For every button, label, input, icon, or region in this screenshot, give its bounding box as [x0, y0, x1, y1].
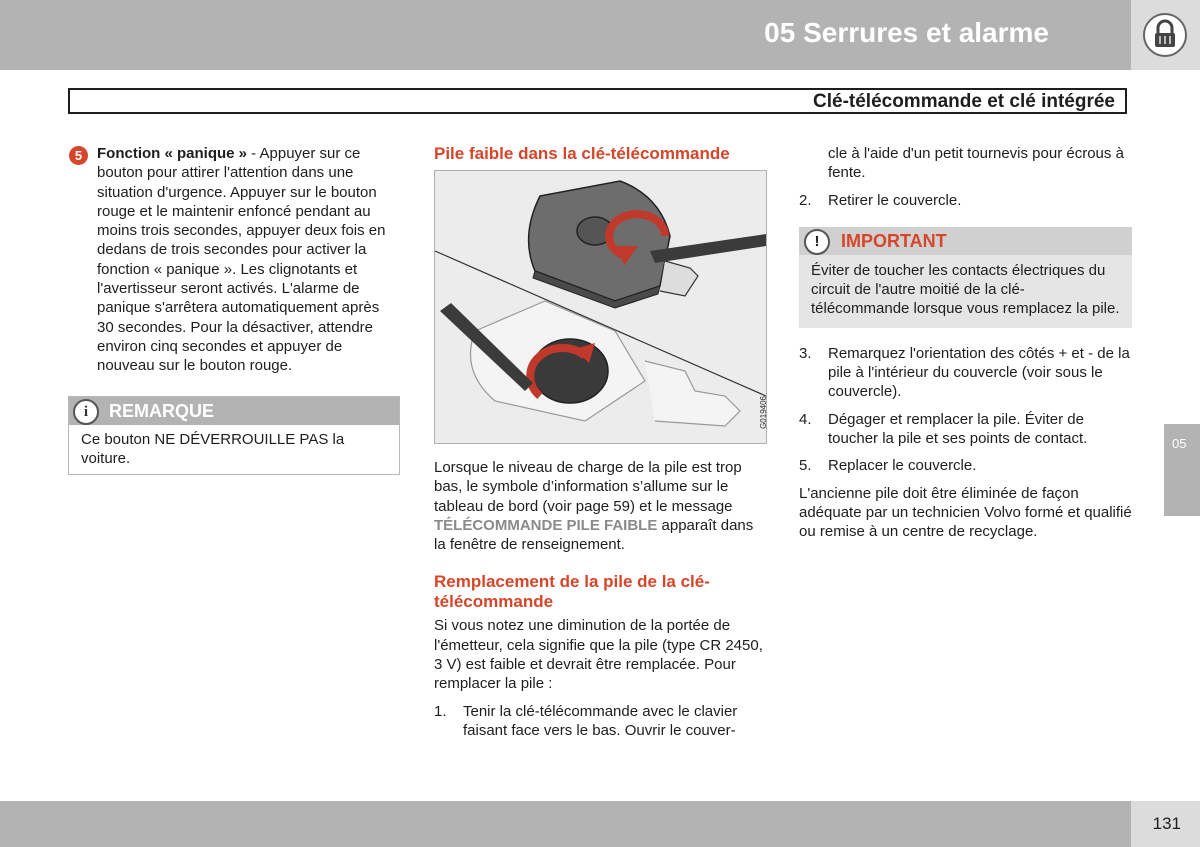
disposal-paragraph: L'ancienne pile doit être éliminée de façon adéquate par un technicien Volvo formé et qualifié ou remise à un centre de recyclage. — [799, 484, 1132, 541]
figure-code: G019406 — [759, 396, 768, 429]
steps-list-continued — [799, 191, 1132, 210]
footer-band — [0, 801, 1131, 847]
step-number: 1. — [434, 702, 447, 720]
column-1 — [68, 144, 400, 475]
step-text: Retirer le couvercle. — [828, 191, 962, 209]
page-number-box — [1131, 801, 1200, 847]
step-number: 4. — [799, 410, 812, 428]
info-icon: i — [73, 399, 99, 425]
key-fob-top — [529, 181, 698, 308]
warning-icon: ! — [804, 229, 830, 255]
low-battery-text-1: Lorsque le niveau de charge de la pile est trop bas, le symbole d’information s’allume sur le tableau de bord (voir page 59) et le message — [434, 459, 742, 515]
lock-icon — [1143, 13, 1187, 57]
low-battery-message: TÉLÉCOMMANDE PILE FAIBLE — [434, 516, 658, 534]
chapter-title: 05 Serrures et alarme — [764, 17, 1049, 48]
important-header — [799, 227, 1132, 255]
step-number: 2. — [799, 191, 812, 209]
panic-paragraph — [97, 144, 400, 376]
list-item — [799, 191, 1132, 210]
steps-list-start — [434, 702, 768, 741]
section-header — [68, 88, 1127, 114]
chapter-icon-box — [1131, 0, 1200, 70]
note-title: REMARQUE — [109, 400, 215, 421]
step-number: 5. — [799, 457, 812, 475]
note-text: Ce bouton NE DÉVERROUILLE PAS la voiture. — [81, 430, 345, 467]
chapter-side-tab — [1164, 424, 1200, 516]
header-band — [0, 0, 1131, 70]
step-number: 3. — [799, 344, 812, 362]
list-item — [799, 410, 1132, 449]
list-item — [799, 344, 1132, 402]
step-text: Tenir la clé-télécommande avec le clavier faisant face vers le bas. Ouvrir le couver- — [463, 702, 738, 739]
section-title: Clé-télécommande et clé intégrée — [813, 91, 1115, 112]
step-text: Remarquez l'orientation des côtés + et - de la pile à l'intérieur du couvercle (voir sous le couvercle). — [828, 344, 1130, 401]
heading-replace-battery: Remplacement de la pile de la clé-télécommande — [434, 572, 710, 612]
step-text: Dégager et remplacer la pile. Éviter de toucher la pile et ses points de contact. — [828, 410, 1088, 447]
battery-replacement-illustration — [434, 170, 767, 444]
note-box — [68, 396, 400, 476]
important-text: Éviter de toucher les contacts électriques du circuit de l'autre moitié de la clé-télécommande lorsque vous remplacez la pile. — [811, 261, 1120, 318]
low-battery-paragraph — [434, 458, 768, 554]
panic-text: - Appuyer sur ce bouton pour attirer l'attention dans une situation d'urgence. Appuyer sur le bouton rouge et le maintenir enfoncé pendant au moins trois secondes, appuyer deux fois en dedans de trois secondes pour activer la fonction « panique ». Les clignotants et l'avertisseur seront activés. L'alarme de panique s'arrêtera automatiquement après 30 secondes. Pour la désactiver, attendre environ cinq secondes et appuyer de nouveau sur le bouton rouge. — [97, 145, 386, 375]
important-title: IMPORTANT — [841, 230, 947, 251]
important-box — [799, 227, 1132, 328]
note-header — [69, 397, 399, 425]
list-item — [434, 702, 768, 741]
panic-title: Fonction « panique » — [97, 145, 248, 162]
heading-low-battery: Pile faible dans la clé-télécommande — [434, 144, 730, 163]
list-item — [799, 456, 1132, 475]
low-battery-text-2: apparaît dans la fenêtre de renseignement. — [434, 516, 754, 554]
column-3 — [799, 144, 1132, 541]
page-number: 131 — [1152, 814, 1181, 833]
step-text: Replacer le couvercle. — [828, 457, 977, 475]
column-2 — [434, 144, 768, 740]
panic-function-item — [68, 144, 400, 376]
number-5-icon: 5 — [69, 146, 88, 165]
steps-list-3-5 — [799, 344, 1132, 476]
replace-intro-paragraph: Si vous notez une diminution de la portée de l'émetteur, cela signifie que la pile (type CR 2450, 3 V) est faible et devrait être remplacée. Pour remplacer la pile : — [434, 617, 763, 693]
side-tab-label: 05 — [1172, 436, 1187, 451]
step1-continuation: cle à l'aide d'un petit tournevis pour écrous à fente. — [828, 145, 1124, 182]
